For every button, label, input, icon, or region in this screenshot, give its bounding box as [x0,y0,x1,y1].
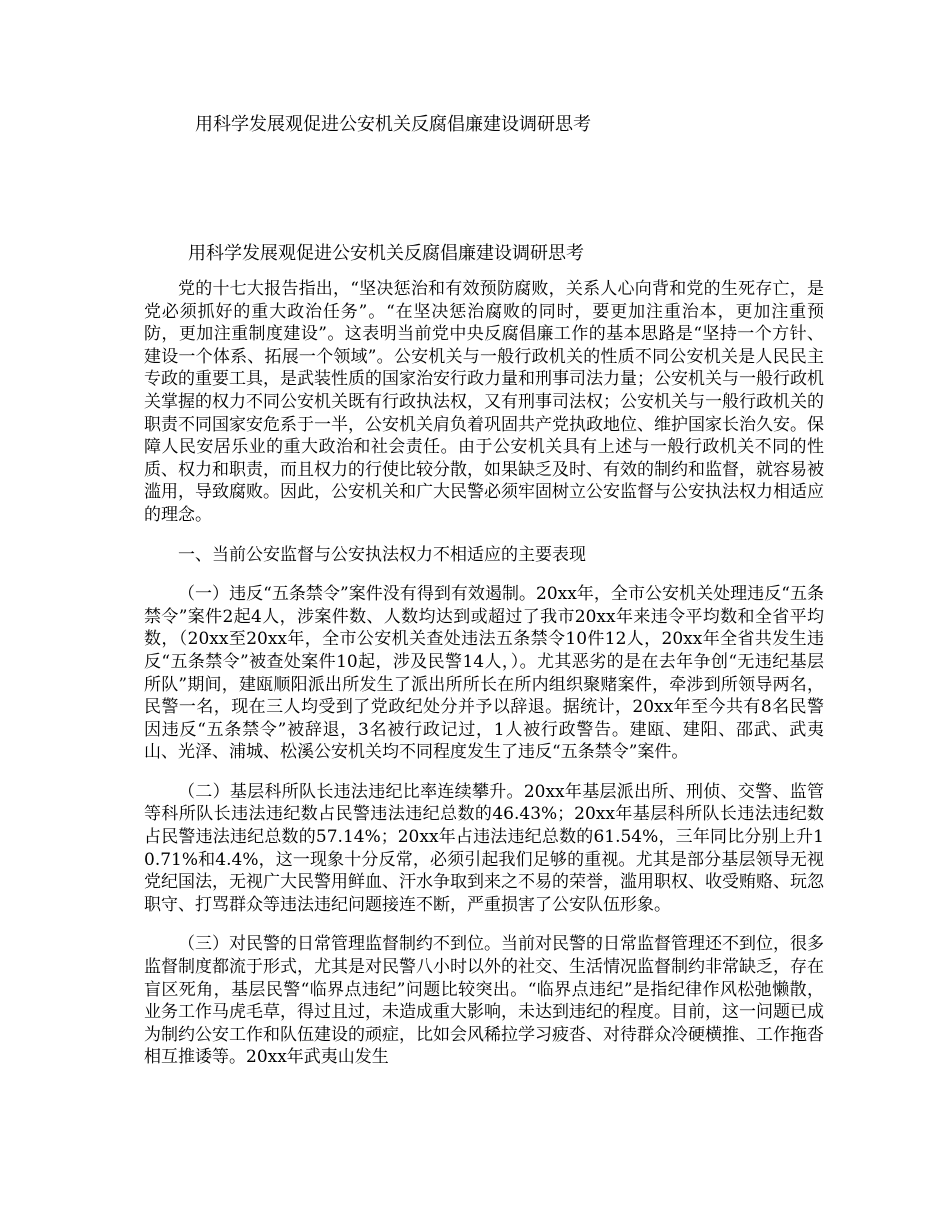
paragraph-point-2: （二）基层科所队长违法违纪比率连续攀升。20xx年基层派出所、刑侦、交警、监管等科所队长违法违纪数占民警违法违纪总数的46.43%；20xx年基层科所队长违法违纪数占民警违法违纪总数的57.14%；20xx年占违法违纪总数的61.54%，三年同比分别上升10.71%和4.4%，这一现象十分反常，必须引起我们足够的重视。尤其是部分基层领导无视党纪国法，无视广大民警用鲜血、汗水争取到来之不易的荣誉，滥用职权、收受贿赂、玩忽职守、打骂群众等违法违纪问题接连不断，严重损害了公安队伍形象。 [144,781,824,915]
paragraph-intro: 党的十七大报告指出，“坚决惩治和有效预防腐败，关系人心向背和党的生死存亡，是党必须抓好的重大政治任务”。“在坚决惩治腐败的同时，要更加注重治本，更加注重预防，更加注重制度建设”。这表明当前党中央反腐倡廉工作的基本思路是“坚持一个方针、建设一个体系、拓展一个领域”。公安机关与一般行政机关的性质不同公安机关是人民民主专政的重要工具，是武装性质的国家治安行政力量和刑事司法力量；公安机关与一般行政机关掌握的权力不同公安机关既有行政执法权，又有刑事司法权；公安机关与一般行政机关的职责不同国家安危系于一半，公安机关肩负着巩固共产党执政地位、维护国家长治久安。保障人民安居乐业的重大政治和社会责任。由于公安机关具有上述与一般行政机关不同的性质、权力和职责，而且权力的行使比较分散，如果缺乏及时、有效的制约和监督，就容易被滥用，导致腐败。因此，公安机关和广大民警必须牢固树立公安监督与公安执法权力相适应的理念。 [144,279,824,525]
paragraph-point-1: （一）违反“五条禁令”案件没有得到有效遏制。20xx年，全市公安机关处理违反“五条禁令”案件2起4人，涉案件数、人数均达到或超过了我市20xx年来违令平均数和全省平均数，（20xx至20xx年，全市公安机关查处违法五条禁令10件12人，20xx年全省共发生违反“五条禁令”被查处案件10起，涉及民警14人，）。尤其恶劣的是在去年争创“无违纪基层所队”期间，建瓯顺阳派出所发生了派出所所长在所内组织聚赌案件，牵涉到所领导两名，民警一名，现在三人均受到了党政纪处分并予以辞退。据统计，20xx年至今共有8名民警因违反“五条禁令”被辞退，3名被行政记过，1人被行政警告。建瓯、建阳、邵武、武夷山、光泽、浦城、松溪公安机关均不同程度发生了违反“五条禁令”案件。 [144,584,824,763]
section-heading-1: 一、当前公安监督与公安执法权力不相适应的主要表现 [178,544,586,565]
paragraph-point-3: （三）对民警的日常管理监督制约不到位。当前对民警的日常监督管理还不到位，很多监督制度都流于形式，尤其是对民警八小时以外的社交、生活情况监督制约非常缺乏，存在盲区死角，基层民警“临界点违纪”问题比较突出。“临界点违纪”是指纪律作风松弛懒散，业务工作马虎毛草，得过且过，未造成重大影响，未达到违纪的程度。目前，这一问题已成为制约公安工作和队伍建设的顽症，比如会风稀拉学习疲沓、对待群众冷硬横推、工作拖沓相互推诿等。20xx年武夷山发生 [144,934,824,1068]
document-main-title: 用科学发展观促进公安机关反腐倡廉建设调研思考 [188,243,584,264]
document-top-title: 用科学发展观促进公安机关反腐倡廉建设调研思考 [195,114,591,135]
document-body [144,278,824,1086]
